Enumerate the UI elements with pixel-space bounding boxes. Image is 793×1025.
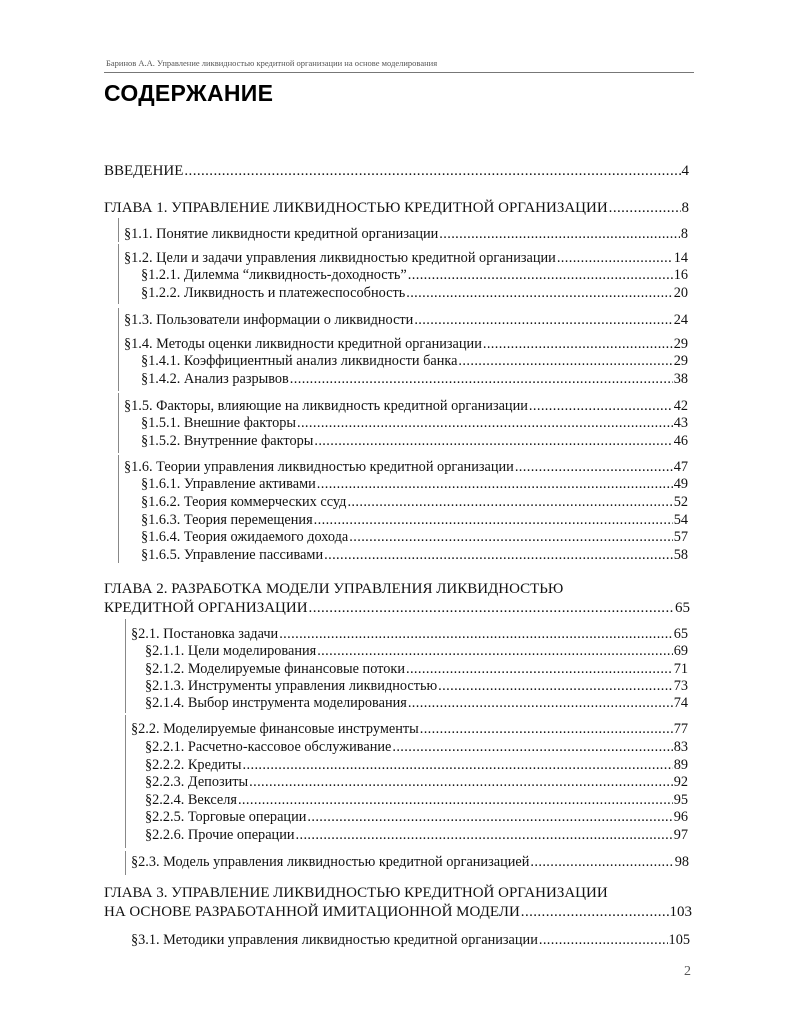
toc-entry-title: §1.6. Теории управления ликвидностью кредитной организации [124, 459, 514, 475]
toc-entry-page: 103 [669, 904, 692, 920]
dot-leader [408, 266, 673, 284]
toc-entry-page: 95 [673, 792, 688, 808]
toc-entry-title: §1.1. Понятие ликвидности кредитной организации [124, 226, 439, 242]
toc-entry-chapter-3[interactable] [104, 884, 692, 922]
toc-entry-title: §1.6.5. Управление пассивами [141, 547, 324, 563]
toc-entry-page: 38 [673, 371, 688, 387]
toc-entry-title: §1.6.1. Управление активами [141, 476, 316, 492]
section-bar [125, 715, 126, 848]
toc-entry-2-2-5[interactable] [145, 808, 688, 826]
dot-leader [458, 352, 672, 370]
toc-entry-page: 77 [673, 721, 688, 737]
toc-entry-chapter-2[interactable] [104, 580, 690, 618]
toc-entry-page: 52 [673, 494, 688, 510]
dot-leader [521, 903, 669, 922]
toc-entry-title: ГЛАВА 1. УПРАВЛЕНИЕ ЛИКВИДНОСТЬЮ КРЕДИТНОЙ ОРГАНИЗАЦИИ [104, 200, 608, 216]
dot-leader [317, 475, 673, 493]
toc-entry-title: §1.4.1. Коэффициентный анализ ликвидности банка [141, 353, 458, 369]
toc-entry-page: 8 [680, 226, 688, 242]
toc-entry-title: §2.2.3. Депозиты [145, 774, 249, 790]
page-title: СОДЕРЖАНИЕ [104, 80, 274, 106]
toc-entry-page: 89 [673, 757, 688, 773]
dot-leader [309, 599, 674, 618]
toc-entry-page: 47 [673, 459, 688, 475]
section-bar [125, 619, 126, 713]
toc-entry-title: §2.1. Постановка задачи [131, 626, 279, 642]
dot-leader [347, 493, 672, 511]
dot-leader [349, 528, 672, 546]
toc-entry-1-1[interactable] [124, 225, 688, 243]
header-divider [104, 72, 694, 73]
section-bar [118, 331, 119, 391]
toc-entry-page: 46 [673, 433, 688, 449]
dot-leader [408, 694, 673, 712]
toc-entry-1-6-3[interactable] [141, 511, 688, 529]
dot-leader [557, 249, 673, 267]
toc-entry-2-2-1[interactable] [145, 738, 688, 756]
dot-leader [317, 642, 673, 660]
toc-entry-title-line1: ГЛАВА 3. УПРАВЛЕНИЕ ЛИКВИДНОСТЬЮ КРЕДИТНОЙ ОРГАНИЗАЦИИ [104, 885, 608, 901]
dot-leader [515, 458, 673, 476]
toc-entry-2-2-6[interactable] [145, 826, 688, 844]
dot-leader [249, 773, 673, 791]
toc-entry-title: §2.1.3. Инструменты управления ликвидностью [145, 678, 438, 694]
toc-entry-title: §1.3. Пользователи информации о ликвидности [124, 312, 414, 328]
toc-entry-page: 20 [673, 285, 688, 301]
dot-leader [420, 720, 673, 738]
dot-leader [243, 756, 673, 774]
dot-leader [184, 162, 680, 180]
toc-entry-page: 71 [673, 661, 688, 677]
toc-entry-page: 83 [673, 739, 688, 755]
toc-entry-page: 24 [673, 312, 688, 328]
toc-entry-title: §1.2.1. Дилемма “ликвидность-доходность” [141, 267, 407, 283]
toc-entry-title: §2.2.4. Векселя [145, 792, 237, 808]
toc-entry-title: §1.6.3. Теория перемещения [141, 512, 313, 528]
toc-entry-title: §2.2.6. Прочие операции [145, 827, 295, 843]
toc-entry-title: §1.5.1. Внешние факторы [141, 415, 296, 431]
toc-entry-1-5[interactable] [124, 397, 688, 415]
toc-entry-1-2-1[interactable] [141, 266, 688, 284]
toc-entry-title: §1.5.2. Внутренние факторы [141, 433, 314, 449]
section-bar [125, 851, 126, 875]
toc-entry-title-line2: КРЕДИТНОЙ ОРГАНИЗАЦИИ [104, 600, 308, 616]
toc-entry-page: 65 [673, 626, 688, 642]
section-bar [118, 455, 119, 563]
toc-entry-title: §3.1. Методики управления ликвидностью кредитной организации [131, 932, 538, 948]
toc-entry-1-6-2[interactable] [141, 493, 688, 511]
section-bar [118, 393, 119, 453]
toc-entry-2-1-2[interactable] [145, 660, 688, 678]
toc-entry-title: §1.2. Цели и задачи управления ликвидностью кредитной организации [124, 250, 556, 266]
toc-entry-title: §2.1.2. Моделируемые финансовые потоки [145, 661, 405, 677]
toc-entry-page: 96 [673, 809, 688, 825]
section-bar [118, 244, 119, 304]
toc-entry-title: §2.2. Моделируемые финансовые инструменты [131, 721, 419, 737]
toc-entry-title: §2.1.1. Цели моделирования [145, 643, 317, 659]
toc-entry-1-4[interactable] [124, 335, 688, 353]
dot-leader [438, 677, 673, 695]
toc-entry-page: 58 [673, 547, 688, 563]
toc-entry-title: ВВЕДЕНИЕ [104, 163, 184, 179]
dot-leader [406, 660, 673, 678]
toc-entry-page: 16 [673, 267, 688, 283]
toc-entry-1-2-2[interactable] [141, 284, 688, 302]
dot-leader [296, 826, 673, 844]
toc-entry-page: 92 [673, 774, 688, 790]
toc-entry-1-5-1[interactable] [141, 414, 688, 432]
toc-entry-page: 73 [673, 678, 688, 694]
toc-entry-page: 54 [673, 512, 688, 528]
dot-leader [279, 625, 673, 643]
dot-leader [539, 931, 668, 949]
toc-entry-title: §1.4. Методы оценки ликвидности кредитной организации [124, 336, 482, 352]
toc-entry-1-4-1[interactable] [141, 352, 688, 370]
toc-entry-page: 74 [673, 695, 688, 711]
dot-leader [314, 432, 672, 450]
dot-leader [324, 546, 673, 564]
toc-entry-page: 98 [674, 854, 689, 870]
toc-entry-title: §2.2.5. Торговые операции [145, 809, 307, 825]
toc-entry-1-5-2[interactable] [141, 432, 688, 450]
toc-entry-title: §2.2.2. Кредиты [145, 757, 242, 773]
dot-leader [414, 311, 672, 329]
toc-entry-title: §1.5. Факторы, влияющие на ликвидность кредитной организации [124, 398, 528, 414]
toc-entry-page: 29 [673, 336, 688, 352]
toc-entry-title-line1: ГЛАВА 2. РАЗРАБОТКА МОДЕЛИ УПРАВЛЕНИЯ ЛИКВИДНОСТЬЮ [104, 581, 564, 597]
dot-leader [314, 511, 673, 529]
toc-entry-2-1-1[interactable] [145, 642, 688, 660]
dot-leader [529, 397, 673, 415]
toc-entry-2-2-3[interactable] [145, 773, 688, 791]
toc-entry-page: 29 [673, 353, 688, 369]
toc-entry-page: 105 [668, 932, 690, 948]
dot-leader [530, 853, 673, 871]
toc-entry-1-2[interactable] [124, 249, 688, 267]
toc-entry-2-3[interactable] [131, 853, 689, 871]
dot-leader [392, 738, 672, 756]
dot-leader [297, 414, 673, 432]
toc-entry-page: 65 [675, 600, 690, 616]
dot-leader [307, 808, 672, 826]
dot-leader [290, 370, 673, 388]
section-bar [118, 218, 119, 242]
toc-entry-title: §1.6.4. Теория ожидаемого дохода [141, 529, 349, 545]
toc-entry-page: 4 [681, 163, 689, 179]
toc-entry-1-4-2[interactable] [141, 370, 688, 388]
dot-leader [609, 199, 681, 217]
toc-entry-page: 69 [673, 643, 688, 659]
toc-entry-title: §2.2.1. Расчетно-кассовое обслуживание [145, 739, 392, 755]
section-bar [118, 308, 119, 332]
dot-leader [238, 791, 673, 809]
toc-entry-1-3[interactable] [124, 311, 688, 329]
toc-entry-page: 57 [673, 529, 688, 545]
toc-entry-1-6-1[interactable] [141, 475, 688, 493]
toc-entry-page: 8 [681, 200, 689, 216]
toc-entry-title: §2.3. Модель управления ликвидностью кредитной организацией [131, 854, 530, 870]
toc-entry-title: §1.4.2. Анализ разрывов [141, 371, 289, 387]
toc-entry-title: §1.6.2. Теория коммерческих ссуд [141, 494, 347, 510]
toc-entry-page: 43 [673, 415, 688, 431]
toc-entry-2-2-2[interactable] [145, 756, 688, 774]
dot-leader [483, 335, 673, 353]
toc-entry-1-6[interactable] [124, 458, 688, 476]
dot-leader [439, 225, 680, 243]
toc-entry-page: 14 [673, 250, 688, 266]
toc-entry-2-2[interactable] [131, 720, 688, 738]
toc-entry-2-2-4[interactable] [145, 791, 688, 809]
toc-entry-page: 49 [673, 476, 688, 492]
toc-entry-chapter-1[interactable] [104, 199, 689, 217]
toc-entry-title: §1.2.2. Ликвидность и платежеспособность [141, 285, 406, 301]
toc-entry-title-line2: НА ОСНОВЕ РАЗРАБОТАННОЙ ИМИТАЦИОННОЙ МОДЕЛИ [104, 904, 520, 920]
toc-entry-1-6-5[interactable] [141, 546, 688, 564]
toc-entry-page: 42 [673, 398, 688, 414]
toc-entry-title: §2.1.4. Выбор инструмента моделирования [145, 695, 407, 711]
page-number: 2 [684, 964, 691, 979]
toc-entry-introduction[interactable] [104, 162, 689, 180]
toc-entry-2-1-3[interactable] [145, 677, 688, 695]
toc-entry-3-1[interactable] [131, 931, 690, 949]
toc-entry-2-1-4[interactable] [145, 694, 688, 712]
toc-entry-1-6-4[interactable] [141, 528, 688, 546]
running-header: Баринов А.А. Управление ликвидностью кредитной организации на основе моделирования [106, 58, 438, 68]
dot-leader [406, 284, 672, 302]
toc-entry-page: 97 [673, 827, 688, 843]
toc-entry-2-1[interactable] [131, 625, 688, 643]
